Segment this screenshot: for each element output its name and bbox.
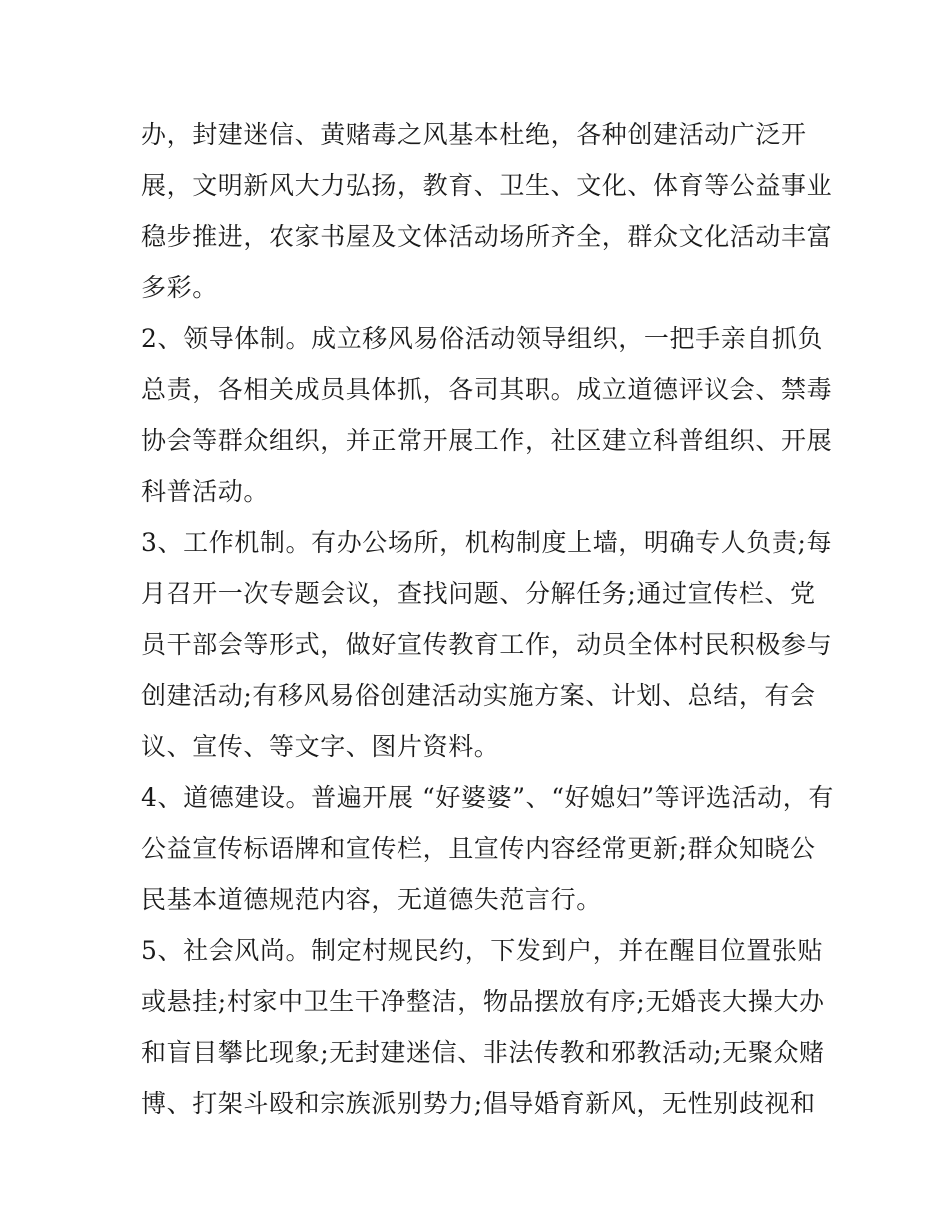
text-line: 2、领导体制。成立移风易俗活动领导组织，一把手亲自抓负 — [141, 324, 824, 353]
body-text — [141, 109, 834, 1129]
text-line: 3、工作机制。有办公场所，机构制度上墙，明确专人负责;每 — [141, 528, 833, 557]
text-line: 员干部会等形式，做好宣传教育工作，动员全体村民积极参与 — [141, 630, 833, 659]
text-line: 办，封建迷信、黄赌毒之风基本杜绝，各种创建活动广泛开 — [141, 120, 807, 149]
text-line: 4、道德建设。普遍开展 “好婆婆”、“好媳妇”等评选活动，有 — [141, 783, 834, 812]
text-line: 5、社会风尚。制定村规民约，下发到户，并在醒目位置张贴 — [141, 936, 824, 965]
text-line: 和盲目攀比现象;无封建迷信、非法传教和邪教活动;无聚众赌 — [141, 1038, 825, 1067]
text-line: 创建活动;有移风易俗创建活动实施方案、计划、总结，有会 — [141, 681, 816, 710]
text-line: 展，文明新风大力弘扬，教育、卫生、文化、体育等公益事业 — [141, 171, 833, 200]
text-line: 稳步推进，农家书屋及文体活动场所齐全，群众文化活动丰富 — [141, 222, 833, 251]
text-line: 民基本道德规范内容，无道德失范言行。 — [141, 885, 602, 914]
text-line: 协会等群众组织，并正常开展工作，社区建立科普组织、开展 — [141, 426, 833, 455]
text-line: 议、宣传、等文字、图片资料。 — [141, 732, 500, 761]
text-line: 总责，各相关成员具体抓，各司其职。成立道德评议会、禁毒 — [141, 375, 833, 404]
text-line: 多彩。 — [141, 273, 218, 302]
text-line: 博、打架斗殴和宗族派别势力;倡导婚育新风，无性别歧视和 — [141, 1089, 816, 1118]
text-line: 公益宣传标语牌和宣传栏，且宣传内容经常更新;群众知晓公 — [141, 834, 816, 863]
text-line: 或悬挂;村家中卫生干净整洁，物品摆放有序;无婚丧大操大办 — [141, 987, 825, 1016]
text-line: 科普活动。 — [141, 477, 270, 506]
text-line: 月召开一次专题会议，查找问题、分解任务;通过宣传栏、党 — [141, 579, 816, 608]
